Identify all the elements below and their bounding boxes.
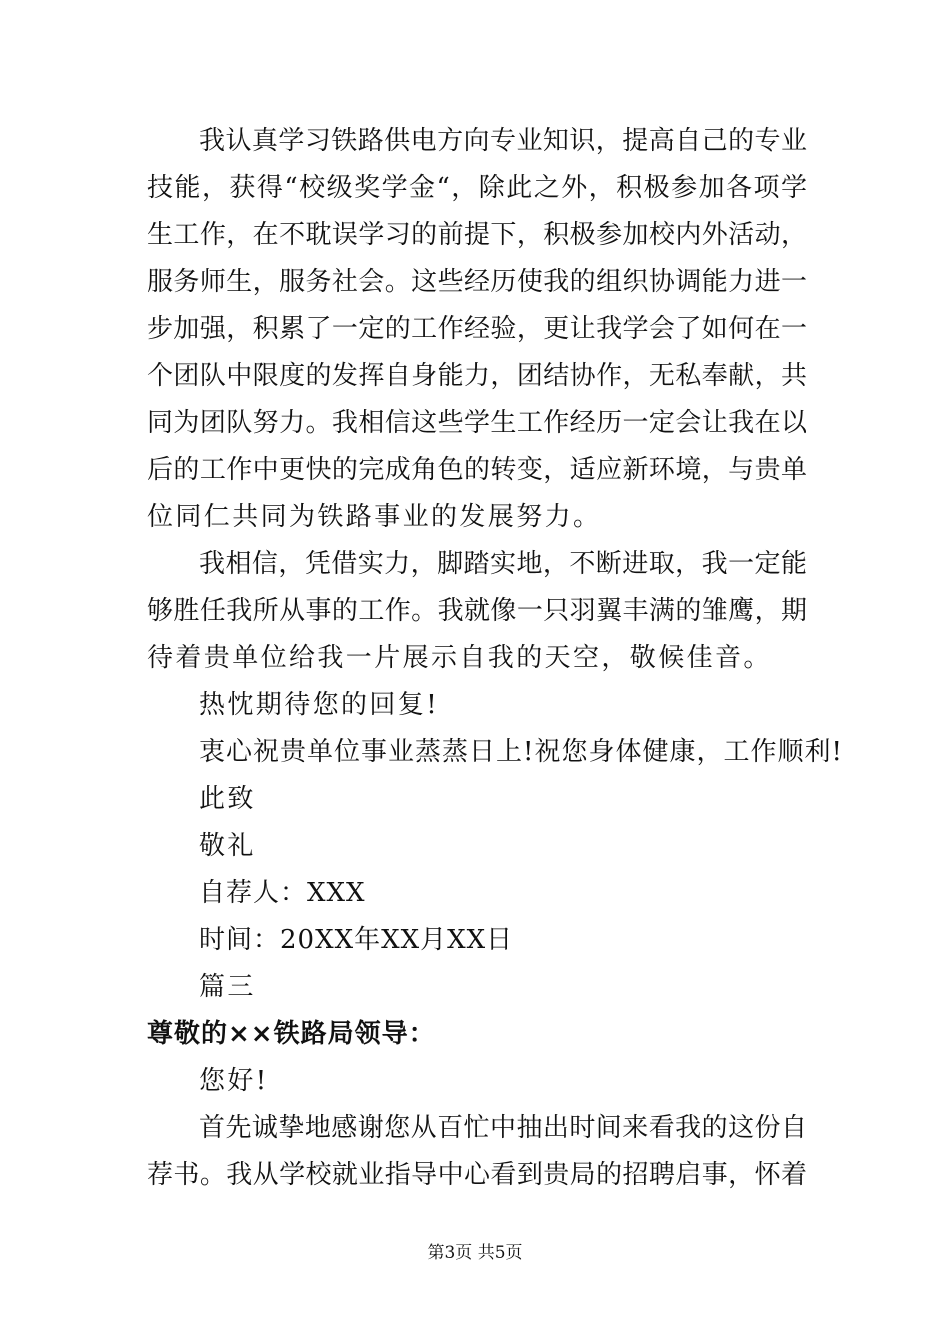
document-body: [147, 118, 843, 1199]
paragraph-line: 我认真学习铁路供电方向专业知识，提高自己的专业: [199, 126, 807, 156]
paragraph-line: 同为团队努力。我相信这些学生工作经历一定会让我在以: [147, 408, 807, 438]
date-line: 时间：20XX年XX月XX日: [199, 925, 514, 955]
paragraph-line: 首先诚挚地感谢您从百忙中抽出时间来看我的这份自: [199, 1113, 807, 1143]
paragraph-line: 待着贵单位给我一片展示自我的天空，敬候佳音。: [147, 643, 772, 673]
closing-cizhi: 此致: [199, 784, 256, 814]
page-footer: 第3页 共5页: [427, 1243, 523, 1263]
paragraph-line: 够胜任我所从事的工作。我就像一只羽翼丰满的雏鹰，期: [147, 596, 807, 626]
letter-salutation: 尊敬的××铁路局领导：: [147, 1019, 436, 1049]
paragraph-line: 服务师生，服务社会。这些经历使我的组织协调能力进一: [147, 267, 807, 297]
paragraph-line: 荐书。我从学校就业指导中心看到贵局的招聘启事，怀着: [147, 1160, 807, 1190]
closing-jingli: 敬礼: [199, 831, 256, 861]
paragraph-line: 步加强，积累了一定的工作经验，更让我学会了如何在一: [147, 314, 807, 344]
paragraph-line: 个团队中限度的发挥自身能力，团结协作，无私奉献，共: [147, 361, 807, 391]
closing-wish: 衷心祝贵单位事业蒸蒸日上!祝您身体健康，工作顺利!: [199, 737, 843, 767]
paragraph-line: 后的工作中更快的完成角色的转变，适应新环境，与贵单: [147, 455, 807, 485]
paragraph-line: 我相信，凭借实力，脚踏实地，不断进取，我一定能: [199, 549, 807, 579]
letter-greeting: 您好!: [199, 1066, 269, 1096]
section-heading: 篇三: [199, 972, 256, 1002]
closing-reply: 热忱期待您的回复!: [199, 690, 440, 720]
paragraph-line: 技能，获得“校级奖学金“，除此之外，积极参加各项学: [147, 173, 807, 203]
paragraph-line: 生工作，在不耽误学习的前提下，积极参加校内外活动，: [147, 220, 807, 250]
self-recommender: 自荐人：XXX: [199, 878, 366, 908]
paragraph-line: 位同仁共同为铁路事业的发展努力。: [147, 502, 602, 532]
